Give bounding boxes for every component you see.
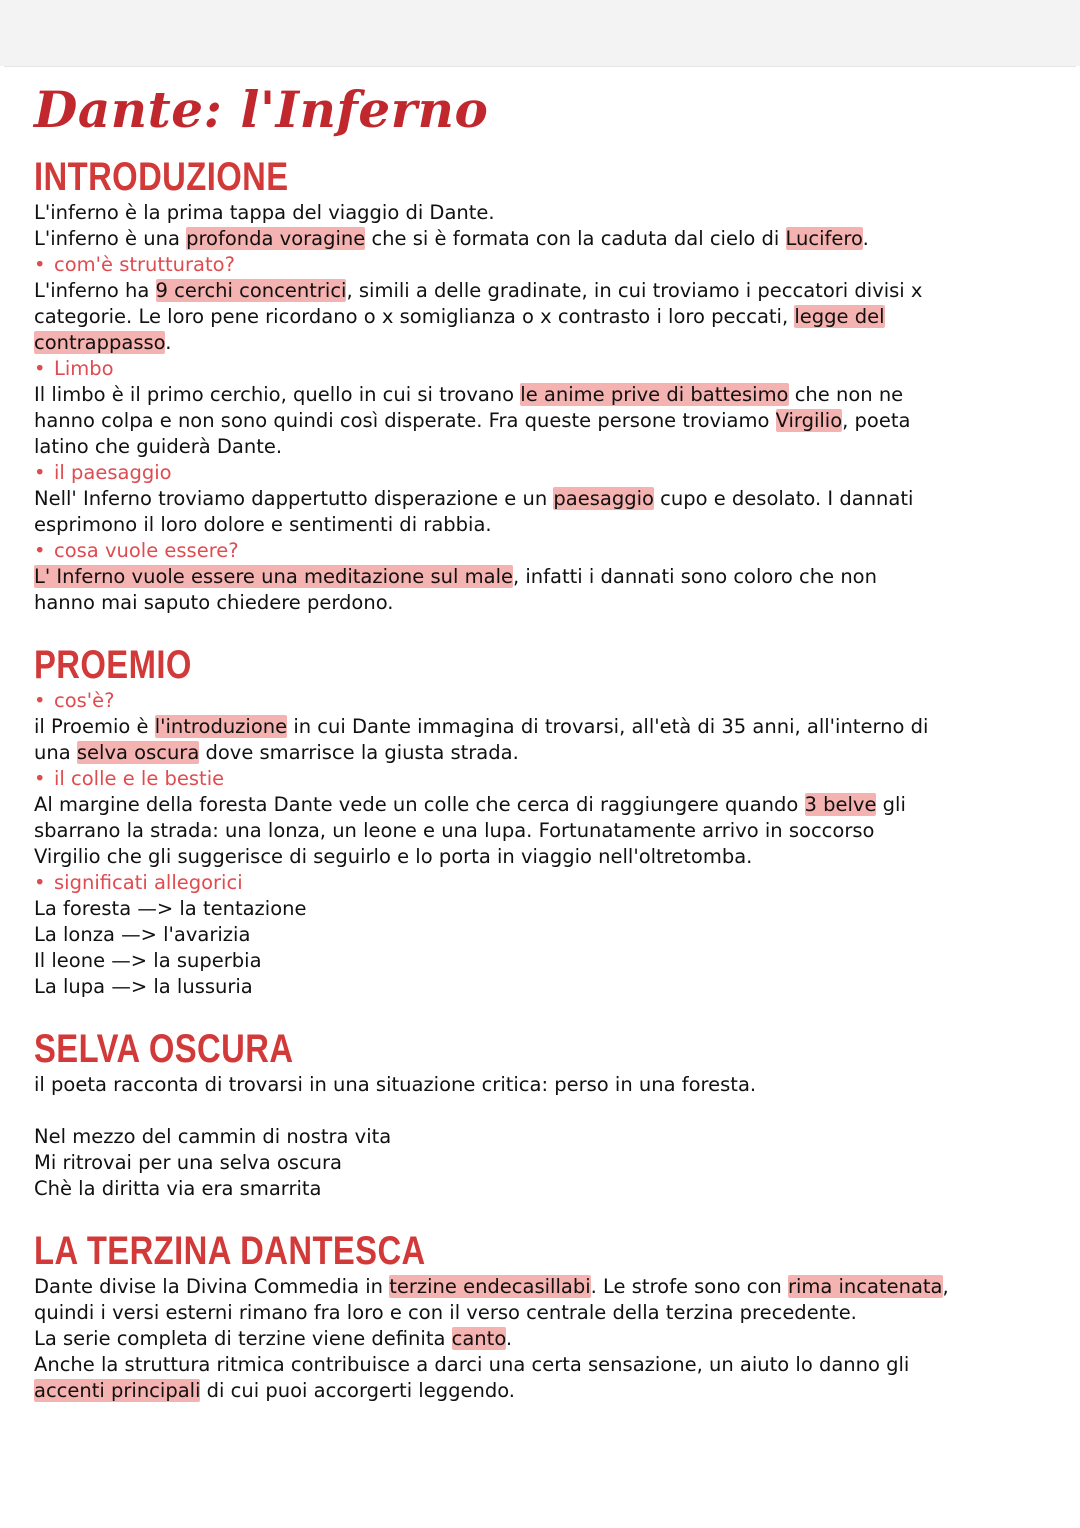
section-proemio	[34, 642, 1044, 1000]
text-line: Al margine della foresta Dante vede un colle che cerca di raggiungere quando 3 belve gli	[34, 793, 906, 816]
highlighted-term: selva oscura	[76, 741, 200, 764]
section-selva-oscura	[34, 1026, 1044, 1202]
text-line: il poeta racconta di trovarsi in una situazione critica: perso in una foresta.	[34, 1073, 757, 1096]
text-line: L' Inferno vuole essere una meditazione sul male, infatti i dannati sono coloro che non	[34, 565, 877, 588]
section-heading: LA TERZINA DANTESCA	[34, 1229, 426, 1273]
subheading: • significati allegorici	[34, 871, 243, 894]
allegory-line: La lonza —> l'avarizia	[34, 923, 251, 946]
highlighted-term: terzine endecasillabi	[389, 1275, 591, 1298]
text-line: Dante divise la Divina Commedia in terzine endecasillabi. Le strofe sono con rima incatenata,	[34, 1275, 949, 1298]
bullet-icon: •	[34, 357, 46, 380]
text-line: Il limbo è il primo cerchio, quello in cui si trovano le anime prive di battesimo che non ne	[34, 383, 904, 406]
text-line: La serie completa di terzine viene definita canto.	[34, 1327, 513, 1350]
section-heading: INTRODUZIONE	[34, 155, 289, 199]
text-line: Anche la struttura ritmica contribuisce a darci una certa sensazione, un aiuto lo danno gli	[34, 1353, 910, 1376]
text-line: latino che guiderà Dante.	[34, 435, 283, 458]
top-margin	[0, 0, 1080, 66]
document-content	[34, 78, 1044, 1404]
bullet-icon: •	[34, 871, 46, 894]
section-terzina-dantesca	[34, 1228, 1044, 1404]
highlighted-term: legge del	[794, 305, 885, 328]
subheading: • com'è strutturato?	[34, 253, 235, 276]
section-heading: PROEMIO	[34, 643, 192, 687]
bullet-icon: •	[34, 253, 46, 276]
bullet-icon: •	[34, 461, 46, 484]
text-line: L'inferno è la prima tappa del viaggio di Dante.	[34, 201, 495, 224]
text-line: Virgilio che gli suggerisce di seguirlo e lo porta in viaggio nell'oltretomba.	[34, 845, 753, 868]
text-line: quindi i versi esterni rimano fra loro e con il verso centrale della terzina precedente.	[34, 1301, 857, 1324]
verse-line: Mi ritrovai per una selva oscura	[34, 1151, 343, 1174]
allegory-line: La foresta —> la tentazione	[34, 897, 307, 920]
bullet-icon: •	[34, 539, 46, 562]
text-line: Nell' Inferno troviamo dappertutto disperazione e un paesaggio cupo e desolato. I dannati	[34, 487, 914, 510]
highlighted-term: canto	[451, 1327, 506, 1350]
section-heading: SELVA OSCURA	[34, 1027, 294, 1071]
verse-line: Nel mezzo del cammin di nostra vita	[34, 1125, 392, 1148]
text-line: categorie. Le loro pene ricordano o x somiglianza o x contrasto i loro peccati, legge del	[34, 305, 885, 328]
verse-line: Chè la diritta via era smarrita	[34, 1177, 322, 1200]
highlighted-term: le anime prive di battesimo	[520, 383, 789, 406]
text-line: una selva oscura dove smarrisce la giusta strada.	[34, 741, 519, 764]
text-line: L'inferno è una profonda voragine che si è formata con la caduta dal cielo di Lucifero.	[34, 227, 869, 250]
text-line: hanno colpa e non sono quindi così disperate. Fra queste persone troviamo Virgilio, poeta	[34, 409, 911, 432]
bottom-margin	[0, 1464, 1080, 1528]
subheading: • il paesaggio	[34, 461, 172, 484]
highlighted-term: contrappasso	[34, 331, 166, 354]
highlighted-term: 3 belve	[804, 793, 877, 816]
bullet-icon: •	[34, 767, 46, 790]
text-line: contrappasso.	[34, 331, 172, 354]
subheading: • Limbo	[34, 357, 114, 380]
highlighted-term: 9 cerchi concentrici	[155, 279, 347, 302]
subheading: • cosa vuole essere?	[34, 539, 239, 562]
highlighted-term: Lucifero	[785, 227, 863, 250]
subheading: • cos'è?	[34, 689, 115, 712]
allegory-line: Il leone —> la superbia	[34, 949, 262, 972]
text-line: hanno mai saputo chiedere perdono.	[34, 591, 394, 614]
subheading: • il colle e le bestie	[34, 767, 225, 790]
text-line: L'inferno ha 9 cerchi concentrici, simili a delle gradinate, in cui troviamo i peccatori divisi x	[34, 279, 923, 302]
highlighted-term: Virgilio	[775, 409, 843, 432]
text-line: accenti principali di cui puoi accorgerti leggendo.	[34, 1379, 515, 1402]
highlighted-term: l'introduzione	[154, 715, 288, 738]
bullet-icon: •	[34, 689, 46, 712]
text-line: sbarrano la strada: una lonza, un leone e una lupa. Fortunatamente arrivo in soccorso	[34, 819, 875, 842]
text-line: esprimono il loro dolore e sentimenti di rabbia.	[34, 513, 492, 536]
page-title: Dante: l'Inferno	[34, 80, 489, 139]
highlighted-term: rima incatenata	[787, 1275, 943, 1298]
highlighted-term: L' Inferno vuole essere una meditazione sul male	[34, 565, 513, 588]
highlighted-term: profonda voragine	[186, 227, 366, 250]
section-introduzione	[34, 154, 1044, 616]
highlighted-term: accenti principali	[34, 1379, 201, 1402]
text-line: il Proemio è l'introduzione in cui Dante immagina di trovarsi, all'età di 35 anni, all'interno di	[34, 715, 929, 738]
allegory-line: La lupa —> la lussuria	[34, 975, 253, 998]
highlighted-term: paesaggio	[553, 487, 654, 510]
